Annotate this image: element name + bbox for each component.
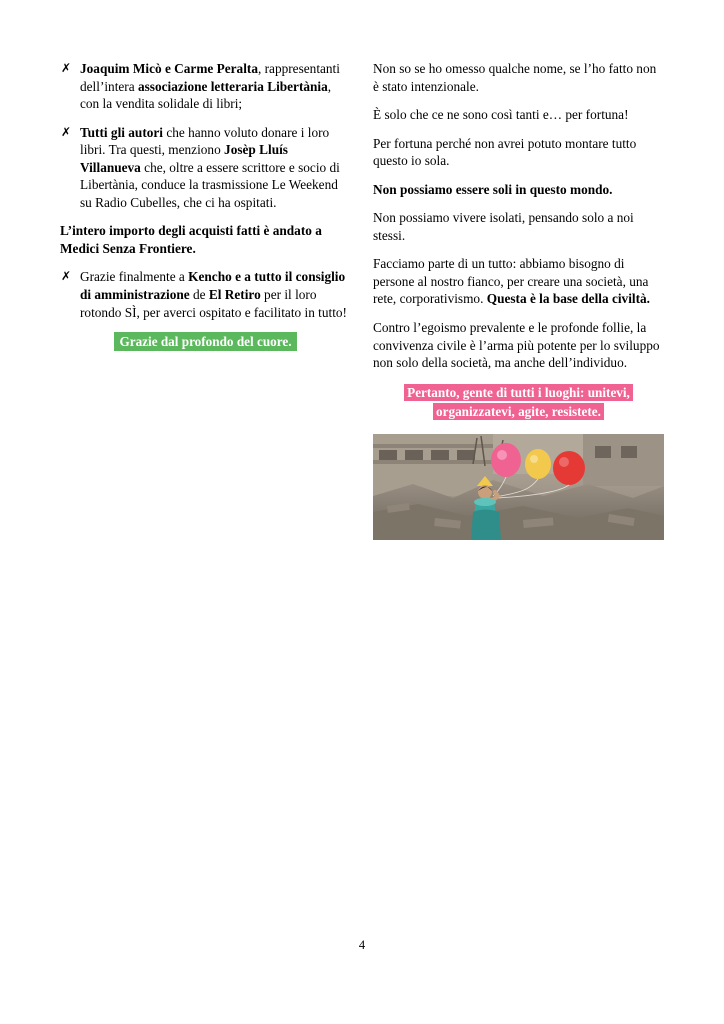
photo-girl-with-balloons [373, 434, 664, 540]
paragraph-text: Non so se ho omesso qualche nome, se l’ho fatto non è stato intenzionale. [373, 61, 657, 94]
paragraph-text: Per fortuna perché non avrei potuto montare tutto questo io sola. [373, 135, 637, 169]
list-item-text-plain: Grazie finalmente a [80, 269, 189, 285]
page-number: 4 [358, 938, 366, 952]
paragraph-text: Contro l’egoismo prevalente e le profonde follie, la convivenza civile è l’arma più potente per lo sviluppo non solo della società, ma anche dell’individuo. [373, 320, 660, 371]
thanks-highlight: Grazie dal profondo del cuore. [114, 332, 296, 351]
list-item-text-bold: Joaquim Micò e Carme Peralta [80, 61, 258, 76]
paragraph-text-bold: Questa è la base della civiltà. [486, 291, 650, 307]
paragraph [373, 135, 664, 170]
list-item-text-bold: Kencho e a tutto il consiglio di amministrazione [80, 269, 346, 303]
paragraph [373, 319, 664, 372]
two-column-body [60, 60, 664, 540]
right-column [373, 60, 664, 540]
list-item-text-plain: , rappresentanti dell’intera [80, 61, 340, 94]
bullet-cross-icon: ✗ [61, 124, 72, 139]
paragraph-text: Facciamo parte di un tutto: abbiamo bisogno di persone al nostro fianco, per creare una società, una rete, corporativismo. [373, 256, 649, 307]
paragraph-bold [373, 181, 664, 199]
paragraph [373, 255, 664, 308]
paragraph [373, 106, 664, 124]
list-item-text-bold: Tutti gli autori [80, 124, 163, 140]
thanks-highlight-wrapper [60, 332, 351, 351]
list-item-text-plain-2: che, oltre a essere scrittore e socio di Libertània, conduce la trasmissione Le Weekend su Radio Cubelles, che ci ha ospitati. [80, 159, 340, 210]
list-item-text-bold-2: Josèp Lluís Villanueva [80, 142, 288, 175]
paragraph [373, 209, 664, 244]
list-item-text-plain-3: per il loro rotondo SÌ, per averci ospitato e facilitato in tutto! [80, 287, 347, 320]
list-item-text [80, 269, 347, 319]
list-item [60, 124, 351, 212]
list-item-text-bold-2: El Retiro [208, 287, 261, 303]
list-item-text-plain-2: de [189, 287, 209, 303]
paragraph [373, 60, 664, 95]
list-item-text-bold-2: associazione letteraria Libertània [137, 78, 328, 94]
list-item-text-plain: che hanno voluto donare i loro libri. Tra questi, menziono [80, 124, 330, 158]
list-item-text [80, 61, 340, 111]
bullet-cross-icon: ✗ [61, 269, 72, 284]
left-column [60, 60, 351, 351]
bullet-cross-icon: ✗ [61, 61, 72, 75]
paragraph-text: È solo che ce ne sono così tanti e… per fortuna! [373, 107, 629, 123]
list-item [60, 268, 351, 321]
list-item-text-plain-2: , con la vendita solidale di libri; [80, 78, 332, 112]
photo-illustration [373, 434, 664, 540]
paragraph-text-bold: Non possiamo essere soli in questo mondo. [373, 181, 613, 197]
call-highlight-wrapper [373, 383, 664, 423]
donation-note: L’intero importo degli acquisti fatti è andato a Medici Senza Frontiere. [60, 223, 322, 256]
list-item-text [80, 125, 340, 210]
paragraph-text: Non possiamo vivere isolati, pensando solo a noi stessi. [373, 210, 634, 243]
list-item [60, 60, 351, 113]
call-highlight: Pertanto, gente di tutti i luoghi: unitevi, organizzatevi, agite, resistete. [404, 384, 633, 421]
